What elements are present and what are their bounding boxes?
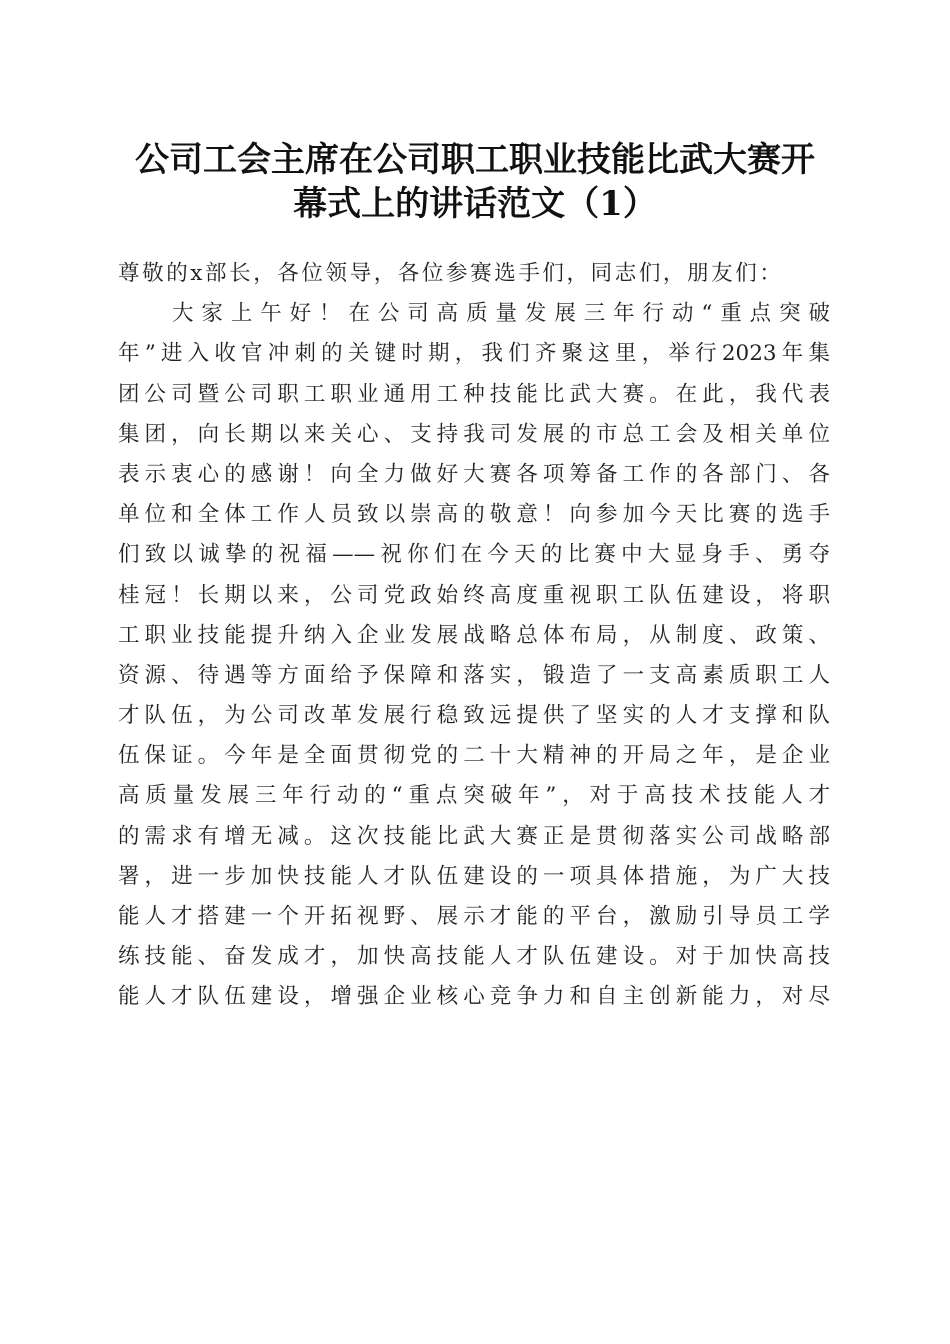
- paragraph-line: 能人才搭建一个开拓视野、展示才能的平台，激励引导员工学: [118, 904, 830, 929]
- paragraph-line: 年”进入收官冲刺的关键时期，我们齐聚这里，举行2023年集: [118, 341, 830, 367]
- paragraph-line: 工职业技能提升纳入企业发展战略总体布局，从制度、政策、: [118, 622, 830, 648]
- paragraph-line: 们致以诚挚的祝福——祝你们在今天的比赛中大显身手、勇夺: [118, 542, 830, 568]
- paragraph-line: 集团，向长期以来关心、支持我司发展的市总工会及相关单位: [118, 421, 830, 447]
- paragraph-line: 高质量发展三年行动的“重点突破年”，对于高技术技能人才: [118, 783, 830, 809]
- paragraph-line: 练技能、奋发成才，加快高技能人才队伍建设。对于加快高技: [118, 944, 830, 970]
- document-title: [100, 138, 850, 226]
- paragraph-line: 的需求有增无减。这次技能比武大赛正是贯彻落实公司战略部: [118, 823, 830, 849]
- salutation: 尊敬的x部长，各位领导，各位参赛选手们，同志们，朋友们：: [118, 261, 784, 286]
- title-line: 幕式上的讲话范文（1）: [293, 184, 657, 224]
- document-body: [118, 254, 830, 1018]
- paragraph-line: 表示衷心的感谢！向全力做好大赛各项筹备工作的各部门、各: [118, 461, 830, 487]
- paragraph-line: 伍保证。今年是全面贯彻党的二十大精神的开局之年，是企业: [118, 743, 830, 769]
- paragraph-line: 大家上午好！在公司高质量发展三年行动“重点突破: [172, 301, 830, 327]
- paragraph-line: 团公司暨公司职工职业通用工种技能比武大赛。在此，我代表: [118, 381, 830, 407]
- paragraph-line: 单位和全体工作人员致以崇高的敬意！向参加今天比赛的选手: [118, 502, 830, 528]
- paragraph-line: 能人才队伍建设，增强企业核心竞争力和自主创新能力，对尽: [118, 984, 830, 1010]
- paragraph-line: 桂冠！长期以来，公司党政始终高度重视职工队伍建设，将职: [118, 582, 830, 608]
- paragraph-line: 资源、待遇等方面给予保障和落实，锻造了一支高素质职工人: [118, 662, 830, 688]
- title-line: 公司工会主席在公司职工职业技能比武大赛开: [135, 140, 815, 180]
- paragraph-line: 才队伍，为公司改革发展行稳致远提供了坚实的人才支撑和队: [118, 703, 830, 729]
- paragraph-line: 署，进一步加快技能人才队伍建设的一项具体措施，为广大技: [118, 863, 830, 889]
